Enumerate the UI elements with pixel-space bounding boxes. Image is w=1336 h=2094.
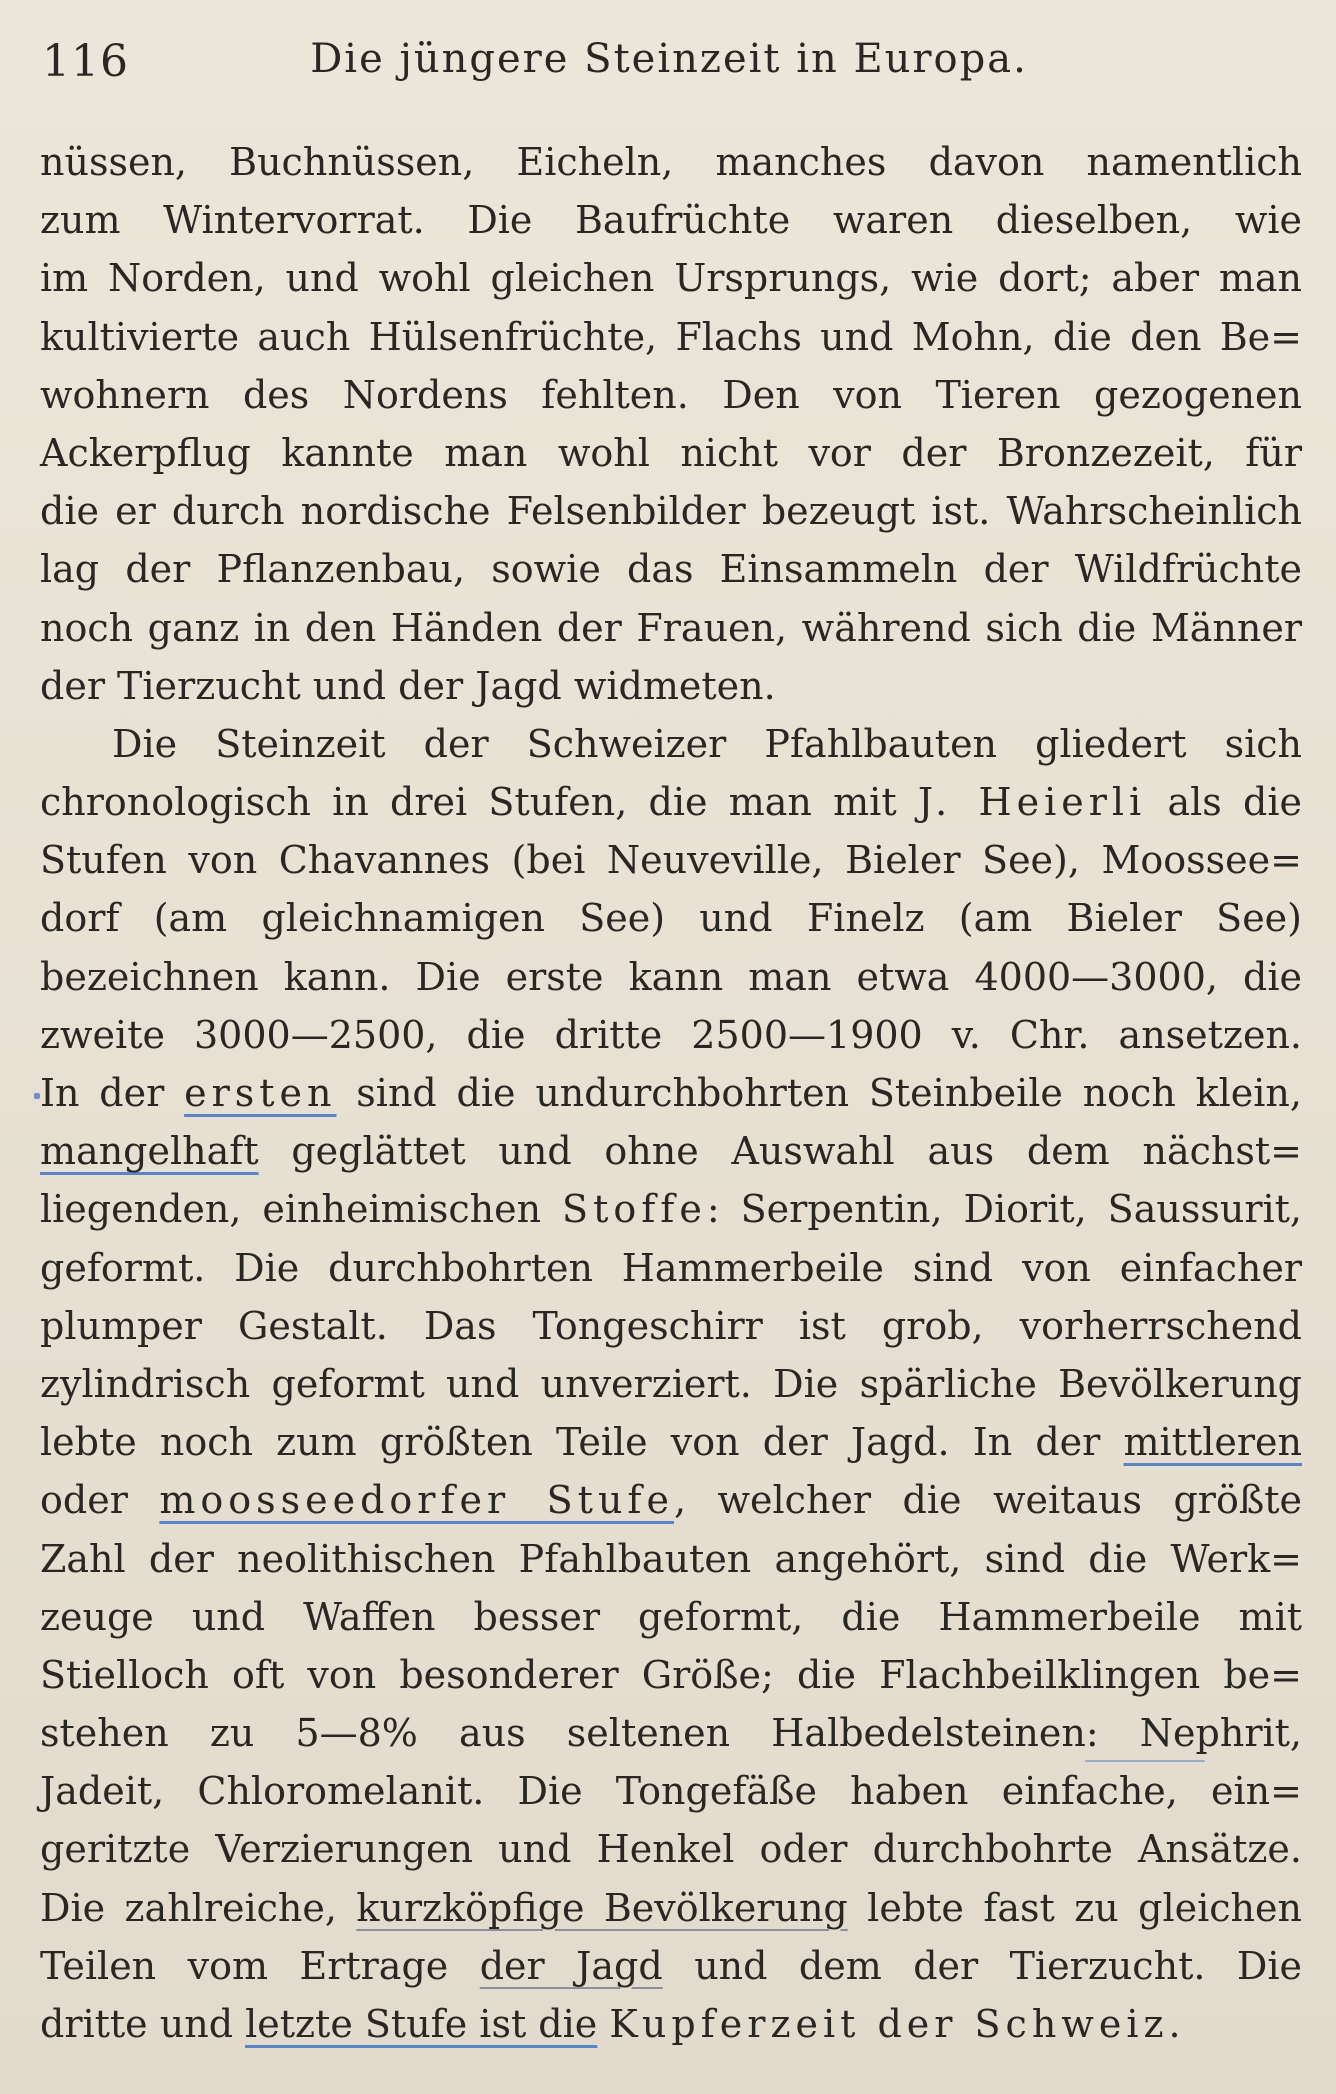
blue-underlined-text: letzte Stufe ist die [245,2002,598,2046]
text-line: Teilen vom Ertrage der Jagd und dem der Tierzucht. Die [40,1943,1302,1988]
spaced-name: J. Heierli [917,780,1147,825]
text-line: Ackerpflug kannte man wohl nicht vor der Bronzezeit, für [40,430,1302,475]
text-line: Stielloch oft von besonderer Größe; die Flachbeilklingen be= [40,1652,1302,1697]
page-header [42,28,1296,108]
text-line: dorf (am gleichnamigen See) und Finelz (am Bieler See) [40,896,1302,941]
gray-underlined-text: der Jagd [479,1943,663,1988]
pen-stroke [1085,1760,1205,1762]
text-line: Stufen von Chavannes (bei Neuveville, Bieler See), Moossee= [40,838,1302,883]
spaced-emphasis: moosseedorfer Stufe [159,1478,674,1523]
text-line: Zahl der neolithischen Pfahlbauten angehört, sind die Werk= [40,1536,1302,1581]
text-line: oder moosseedorfer Stufe, welcher die weitaus größte [40,1478,1302,1523]
text-line: zeuge und Waffen besser geformt, die Hammerbeile mit [40,1594,1302,1639]
text-line: nüssen, Buchnüssen, Eicheln, manches davon namentlich [40,140,1302,184]
text-line: zylindrisch geformt und unverziert. Die spärliche Bevölkerung [40,1361,1302,1406]
paragraph-1 [40,133,1302,715]
text-line: die er durch nordische Felsenbilder bezeugt ist. Wahrscheinlich [40,489,1302,534]
blue-underlined-text: mangelhaft [40,1129,259,1174]
text-line: geformt. Die durchbohrten Hammerbeile sind von einfacher [40,1245,1302,1290]
text-line: stehen zu 5—8% aus seltenen Halbedelsteinen: Nephrit, [40,1711,1302,1756]
text-line: mangelhaft geglättet und ohne Auswahl aus dem nächst= [40,1129,1302,1174]
text-line: lebte noch zum größten Teile von der Jagd. In der mittleren [40,1420,1302,1465]
text-line: zum Wintervorrat. Die Baufrüchte waren dieselben, wie [40,198,1302,243]
spaced-emphasis: Stoffe [562,1187,707,1232]
text-line: dritte und letzte Stufe ist die Kupferzeit der Schweiz. [40,2002,1181,2046]
text-line: Jadeit, Chloromelanit. Die Tongefäße haben einfache, ein= [40,1769,1302,1814]
text-line: im Norden, und wohl gleichen Ursprungs, wie dort; aber man [40,256,1302,301]
text-line: noch ganz in den Händen der Frauen, während sich die Männer [40,605,1302,650]
text-line: lag der Pflanzenbau, sowie das Einsammeln der Wildfrüchte [40,547,1302,592]
gray-underlined-text: kurzköpfige Bevölkerung [356,1885,848,1930]
text-line: kultivierte auch Hülsenfrüchte, Flachs und Mohn, die den Be= [40,314,1302,359]
page-number: 116 [42,36,129,87]
text-line: zweite 3000—2500, die dritte 2500—1900 v. Chr. ansetzen. [40,1012,1302,1057]
spaced-emphasis: ersten [184,1071,337,1115]
running-title: Die jüngere Steinzeit in Europa. [310,36,1028,82]
text-line: geritzte Verzierungen und Henkel oder durchbohrte Ansätze. [40,1827,1302,1872]
pen-mark [34,1093,40,1099]
text-line: chronologisch in drei Stufen, die man mit J. Heierli als die [40,780,1302,825]
paragraph-2 [40,715,1302,2053]
text-line: bezeichnen kann. Die erste kann man etwa 4000—3000, die [40,954,1302,999]
text-line: liegenden, einheimischen Stoffe: Serpentin, Diorit, Saussurit, [40,1187,1302,1232]
blue-underlined-text: mittleren [1123,1420,1302,1465]
spaced-emphasis: Kupferzeit der Schweiz [609,2002,1169,2046]
text-line: In der ersten sind die undurchbohrten Steinbeile noch klein, [40,1071,1302,1115]
text-line: wohnern des Nordens fehlten. Den von Tieren gezogenen [40,372,1302,417]
body-text [40,133,1302,2053]
text-line: plumper Gestalt. Das Tongeschirr ist grob, vorherrschend [40,1303,1302,1348]
text-line: Die zahlreiche, kurzköpfige Bevölkerung lebte fast zu gleichen [40,1885,1302,1930]
text-line: der Tierzucht und der Jagd widmeten. [40,663,776,708]
text-line: Die Steinzeit der Schweizer Pfahlbauten gliedert sich [112,721,1302,766]
